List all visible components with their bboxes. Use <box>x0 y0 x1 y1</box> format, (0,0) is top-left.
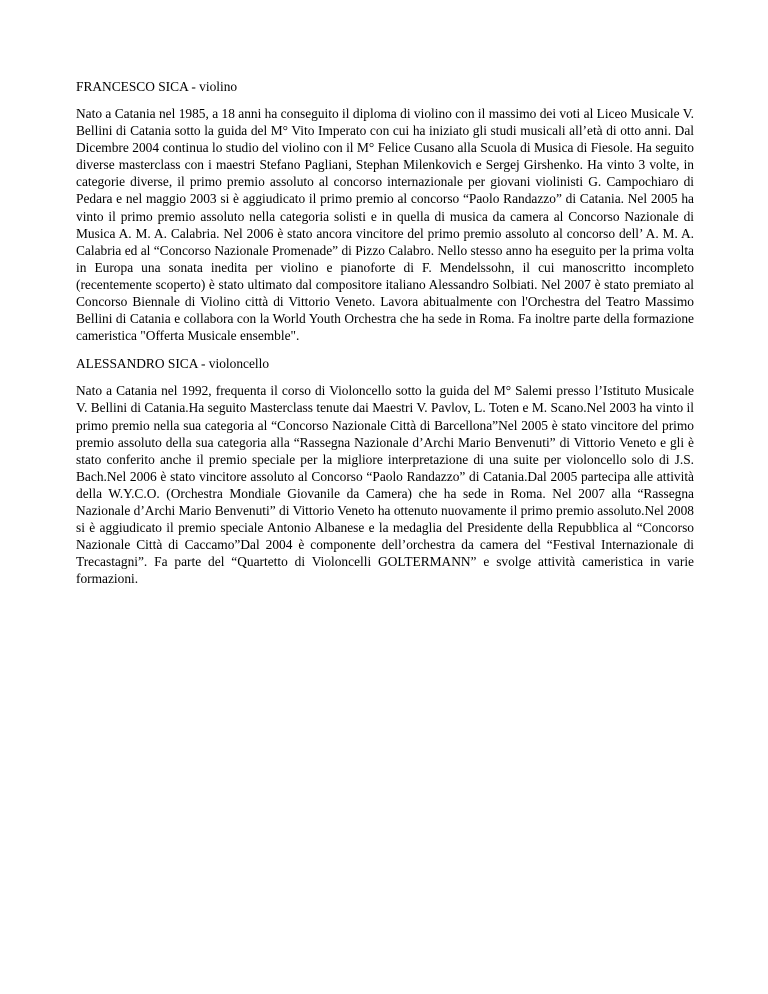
document-page <box>76 77 694 597</box>
biography-alessandro-sica <box>76 354 694 587</box>
biography-paragraph: Nato a Catania nel 1992, frequenta il corso di Violoncello sotto la guida del M° Salemi presso l’Istituto Musicale V. Bellini di Catania.Ha seguito Masterclass tenute dai Maestri V. Pavlov, L. Toten e M. Scano.Nel 2003 ha vinto il primo premio nella sua categoria al “Concorso Nazionale Città di Barcellona”Nel 2005 è stato vincitore del primo premio assoluto della sua categoria alla “Rassegna Nazionale d’Archi Mario Benvenuti” di Vittorio Veneto e gli è stato conferito anche il premio speciale per la migliore interpretazione di una suite per violoncello solo di J.S. Bach.Nel 2006 è stato vincitore assoluto al Concorso “Paolo Randazzo” di Catania.Dal 2005 partecipa alle attività della W.Y.C.O. (Orchestra Mondiale Giovanile da Camera) che ha sede in Roma. Nel 2007 alla “Rassegna Nazionale d’Archi Mario Benvenuti” di Vittorio Veneto ha ottenuto nuovamente il primo premio assoluto.Nel 2008 si è aggiudicato il premio speciale Antonio Albanese e la medaglia del Presidente della Repubblica al “Concorso Nazionale Città di Caccamo”Dal 2004 è componente dell’orchestra da camera del “Festival Internazionale di Trecastagni”. Fa parte del “Quartetto di Violoncelli GOLTERMANN” e svolge attività cameristica in varie formazioni. <box>76 383 694 587</box>
section-heading: FRANCESCO SICA - violino <box>76 79 238 94</box>
biography-paragraph: Nato a Catania nel 1985, a 18 anni ha conseguito il diploma di violino con il massimo dei voti al Liceo Musicale V. Bellini di Catania sotto la guida del M° Vito Imperato con cui ha iniziato gli studi musicali all’età di otto anni. Dal Dicembre 2004 continua lo studio del violino con il M° Felice Cusano alla Scuola di Musica di Fiesole. Ha seguito diverse masterclass con i maestri Stefano Pagliani, Stephan Milenkovich e Sergej Girshenko. Ha vinto 3 volte, in categorie diverse, il primo premio assoluto al concorso internazionale per giovani violinisti G. Campochiaro di Pedara e nel maggio 2003 si è aggiudicato il primo premio al concorso “Paolo Randazzo” di Catania. Nel 2005 ha vinto il primo premio assoluto nella categoria solisti e in quella di musica da camera al Concorso Nazionale di Musica A. M. A. Calabria. Nel 2006 è stato ancora vincitore del primo premio assoluto al concorso dell’ A. M. A. Calabria ed al “Concorso Nazionale Promenade” di Pizzo Calabro. Nello stesso anno ha eseguito per la prima volta in Europa una sonata inedita per violino e pianoforte di F. Mendelssohn, il cui manoscritto incompleto (recentemente scoperto) è stato ultimato dal compositore italiano Alessandro Solbiati. Nel 2007 è stato premiato al Concorso Biennale di Violino città di Vittorio Veneto. Lavora abitualmente con l'Orchestra del Teatro Massimo Bellini di Catania e collabora con la World Youth Orchestra che ha sede in Roma. Fa inoltre parte della formazione cameristica "Offerta Musicale ensemble". <box>76 106 695 344</box>
section-heading: ALESSANDRO SICA - violoncello <box>76 356 270 372</box>
biography-francesco-sica <box>76 77 694 344</box>
